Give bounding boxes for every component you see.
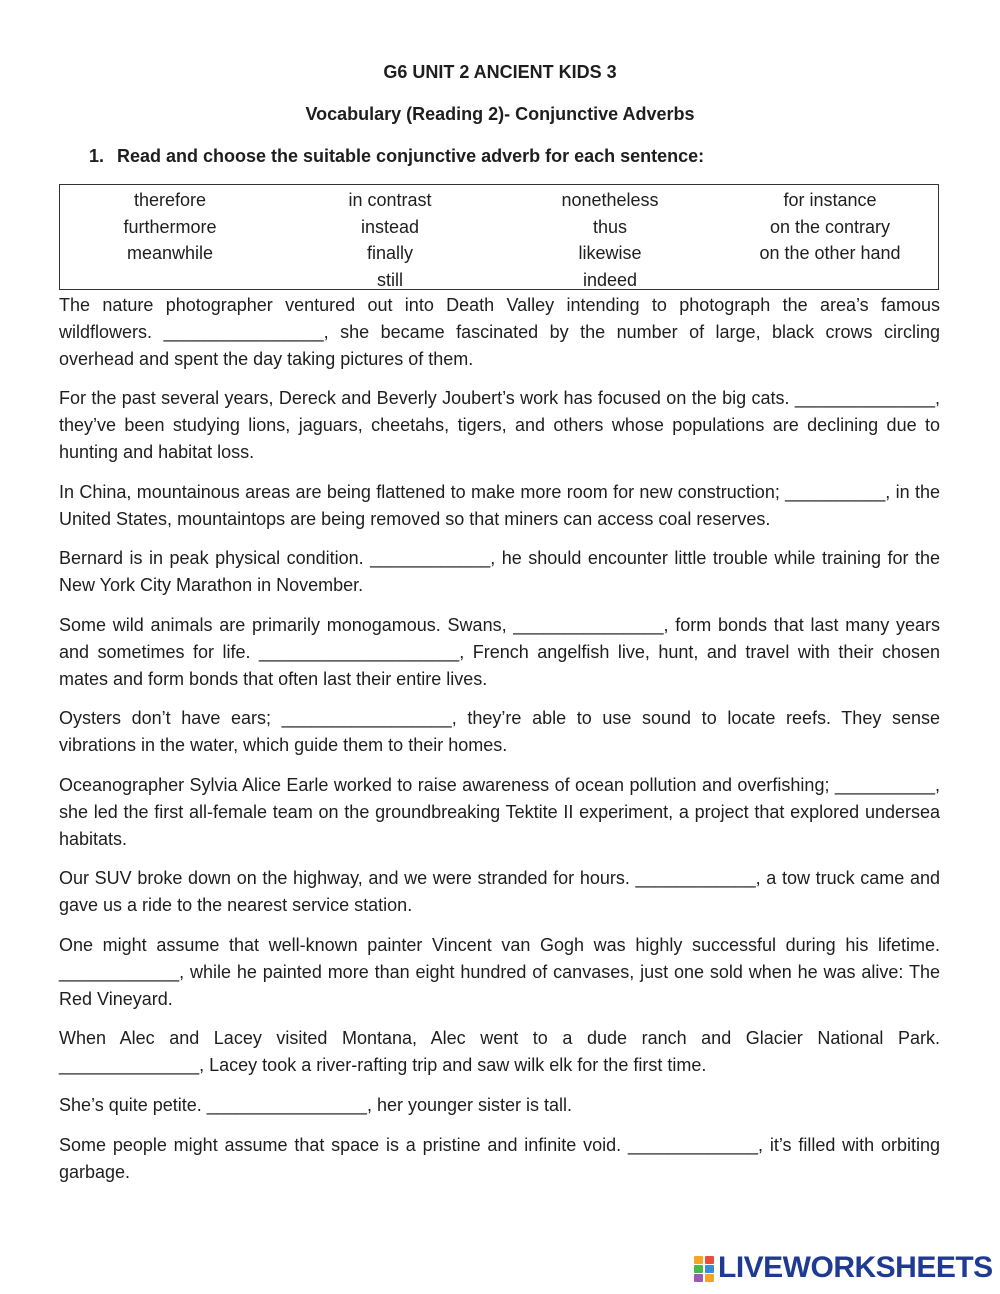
passage: The nature photographer ventured out into Death Valley intending to photograph the area’s famous wildflowers. ________________, she became fascinated by the number of large, black crows circling overhead and spent the day taking pictures of them. [59, 295, 940, 369]
liveworksheets-logo [694, 1253, 994, 1285]
logo-mark-icon [694, 1256, 716, 1283]
logo-mark-square [694, 1256, 703, 1264]
logo-text: LIVEWORKSHEETS [718, 1251, 993, 1284]
instruction [89, 146, 704, 167]
word-bank [59, 184, 939, 290]
word-bank-column [60, 187, 280, 267]
passage: Oysters don’t have ears; _________________, they’re able to use sound to locate reefs. They sense vibrations in the water, which guide them to their homes. [59, 708, 940, 756]
word-bank-column [500, 187, 720, 294]
passage: One might assume that well-known painter Vincent van Gogh was highly successful during his lifetime. ____________, while he painted more than eight hundred of canvases, just one sold when he was alive: The Red Vineyard. [59, 934, 940, 1009]
word-bank-column [280, 187, 500, 294]
page-title: G6 UNIT 2 ANCIENT KIDS 3 [383, 62, 617, 82]
passage: Some wild animals are primarily monogamous. Swans, _______________, form bonds that last many years and sometimes for life. ____________________, French angelfish live, hunt, and travel with their chosen mates and form bonds that often last their entire lives. [59, 614, 940, 689]
logo-mark-square [694, 1274, 703, 1282]
passage: For the past several years, Dereck and Beverly Joubert’s work has focused on the big cats. ______________, they’ve been studying lions, jaguars, cheetahs, tigers, and others whose populations are declining due to hunting and habitat loss. [59, 388, 940, 462]
passage: In China, mountainous areas are being flattened to make more room for new construction; __________, in the United States, mountaintops are being removed so that miners can access coal reserves. [59, 481, 940, 529]
passages [59, 292, 940, 1198]
word-bank-item: therefore [133, 190, 207, 210]
passage: Our SUV broke down on the highway, and we were stranded for hours. ____________, a tow truck came and gave us a ride to the nearest service station. [59, 868, 940, 916]
word-bank-item: on the other hand [759, 243, 901, 264]
word-bank-item: for instance [783, 190, 877, 210]
word-bank-item: likewise [578, 243, 642, 264]
logo-mark-square [705, 1256, 714, 1264]
page-subtitle: Vocabulary (Reading 2)- Conjunctive Adverbs [305, 104, 695, 124]
word-bank-item: meanwhile [126, 243, 214, 264]
passage: Bernard is in peak physical condition. ____________, he should encounter little trouble while training for the New York City Marathon in November. [59, 548, 940, 596]
word-bank-item: furthermore [123, 216, 217, 237]
instruction-number: 1. [89, 146, 105, 166]
logo-mark-square [705, 1274, 714, 1282]
word-bank-item: nonetheless [561, 190, 659, 210]
word-bank-item: instead [360, 216, 420, 237]
passage: She’s quite petite. ________________, her younger sister is tall. [59, 1094, 573, 1115]
word-bank-item: thus [592, 216, 628, 237]
logo-mark-square [705, 1265, 714, 1273]
word-bank-item: indeed [582, 270, 638, 291]
word-bank-item: still [377, 270, 403, 291]
passage: Oceanographer Sylvia Alice Earle worked to raise awareness of ocean pollution and overfishing; __________, she led the first all-female team on the groundbreaking Tektite II experiment, a project that explored undersea habitats. [59, 774, 940, 849]
passage: Some people might assume that space is a pristine and infinite void. _____________, it’s filled with orbiting garbage. [59, 1134, 940, 1182]
word-bank-item: on the contrary [769, 216, 891, 237]
word-bank-item: in contrast [348, 190, 432, 210]
logo-mark-square [694, 1265, 703, 1273]
word-bank-item: finally [366, 243, 414, 264]
instruction-text: Read and choose the suitable conjunctive adverb for each sentence: [117, 146, 705, 166]
word-bank-column [720, 187, 940, 267]
passage: When Alec and Lacey visited Montana, Alec went to a dude ranch and Glacier National Park. ______________, Lacey took a river-rafting trip and saw wilk elk for the first time. [59, 1028, 940, 1076]
